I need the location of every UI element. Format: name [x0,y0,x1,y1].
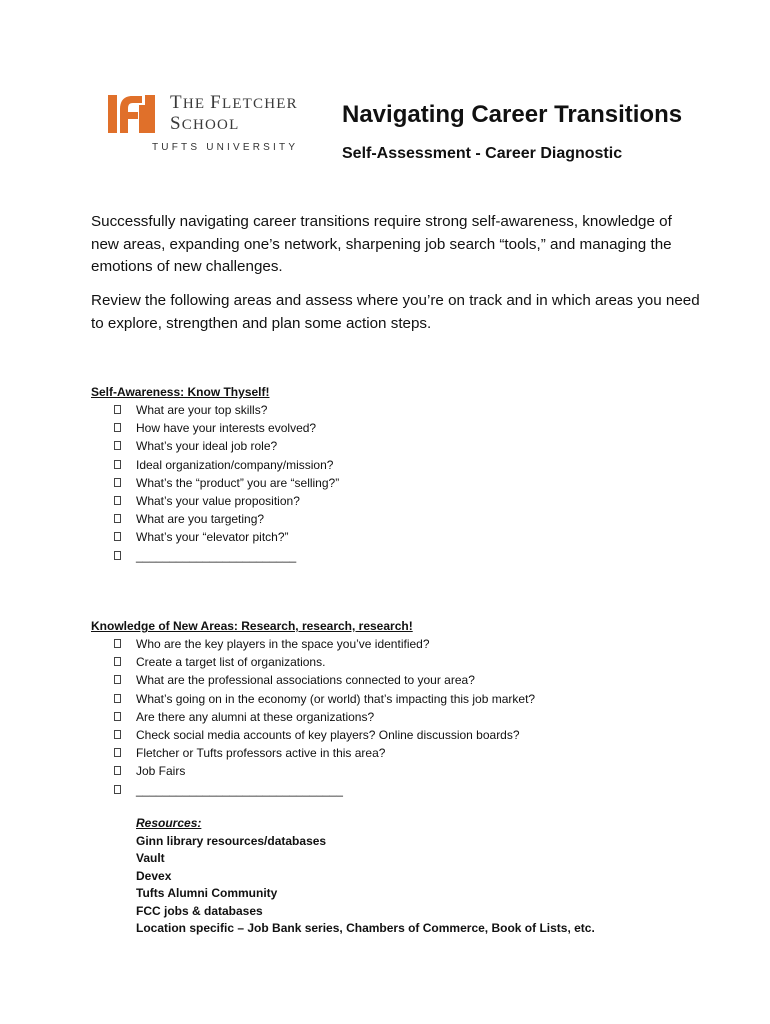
intro-paragraph-1: Successfully navigating career transitions require strong self-awareness, knowledge of new areas, expanding one’s network, sharpening job search “tools,” and managing the emotions of new challenges. [91,213,672,275]
checkbox-icon [114,514,121,523]
checklist-item: Job Fairs [91,762,731,780]
resources-list [136,815,595,938]
intro-paragraph-2: Review the following areas and assess where you’re on track and in which areas you need to explore, strengthen and plan some action steps. [91,292,700,332]
checkbox-icon [114,730,121,739]
section-self-awareness [91,383,731,565]
checklist-item: Fletcher or Tufts professors active in this area? [91,744,731,762]
checklist-item: What’s your ideal job role? [91,437,731,455]
resource-item: FCC jobs & databases [136,903,263,918]
checklist-item: Ideal organization/company/mission? [91,456,731,474]
section-heading: Self-Awareness: Know Thyself! [91,385,270,399]
checkbox-icon [114,478,121,487]
checkbox-icon [114,675,121,684]
logo-wordmark: THE FLETCHER SCHOOL [170,92,298,134]
checkbox-icon [114,496,121,505]
page-title: Navigating Career Transitions [342,101,683,128]
checklist-item-blank: _______________________________ [91,781,731,799]
checkbox-icon [114,423,121,432]
checklist [91,401,731,565]
checkbox-icon [114,460,121,469]
checklist-item: What’s your “elevator pitch?” [91,528,731,546]
resource-item: Vault [136,851,165,865]
checklist-item: What’s the “product” you are “selling?” [91,474,731,492]
resource-item: Ginn library resources/databases [136,833,327,848]
checklist-item-blank: ________________________ [91,547,731,565]
logo-subline: TUFTS UNIVERSITY [152,142,299,153]
checkbox-icon [114,657,121,666]
checkbox-icon [114,712,121,721]
fletcher-school-logo [108,92,323,162]
checklist-item: What are the professional associations connected to your area? [91,671,731,689]
checkbox-icon [114,639,121,648]
checkbox-icon [114,694,121,703]
checklist-item: How have your interests evolved? [91,419,731,437]
checklist-item: What are your top skills? [91,401,731,419]
resource-item: Tufts Alumni Community [136,886,278,900]
fletcher-logo-mark-icon [108,95,155,133]
checklist-item: Create a target list of organizations. [91,653,731,671]
checklist [91,635,731,799]
checkbox-icon [114,551,121,560]
page-subtitle: Self-Assessment - Career Diagnostic [342,145,623,162]
checkbox-icon [114,405,121,414]
checkbox-icon [114,766,121,775]
resource-item: Location specific – Job Bank series, Chambers of Commerce, Book of Lists, etc. [136,921,595,935]
checklist-item: What are you targeting? [91,510,731,528]
resources-label: Resources: [136,816,202,830]
checkbox-icon [114,748,121,757]
section-heading: Knowledge of New Areas: Research, research, research! [91,619,413,633]
resource-item: Devex [136,868,172,883]
section-knowledge-new-areas [91,617,731,799]
checkbox-icon [114,441,121,450]
checklist-item: Who are the key players in the space you’ve identified? [91,635,731,653]
checklist-item: Are there any alumni at these organizations? [91,708,731,726]
checklist-item: Check social media accounts of key players? Online discussion boards? [91,726,731,744]
checkbox-icon [114,532,121,541]
checklist-item: What’s going on in the economy (or world) that’s impacting this job market? [91,690,731,708]
checkbox-icon [114,785,121,794]
checklist-item: What’s your value proposition? [91,492,731,510]
